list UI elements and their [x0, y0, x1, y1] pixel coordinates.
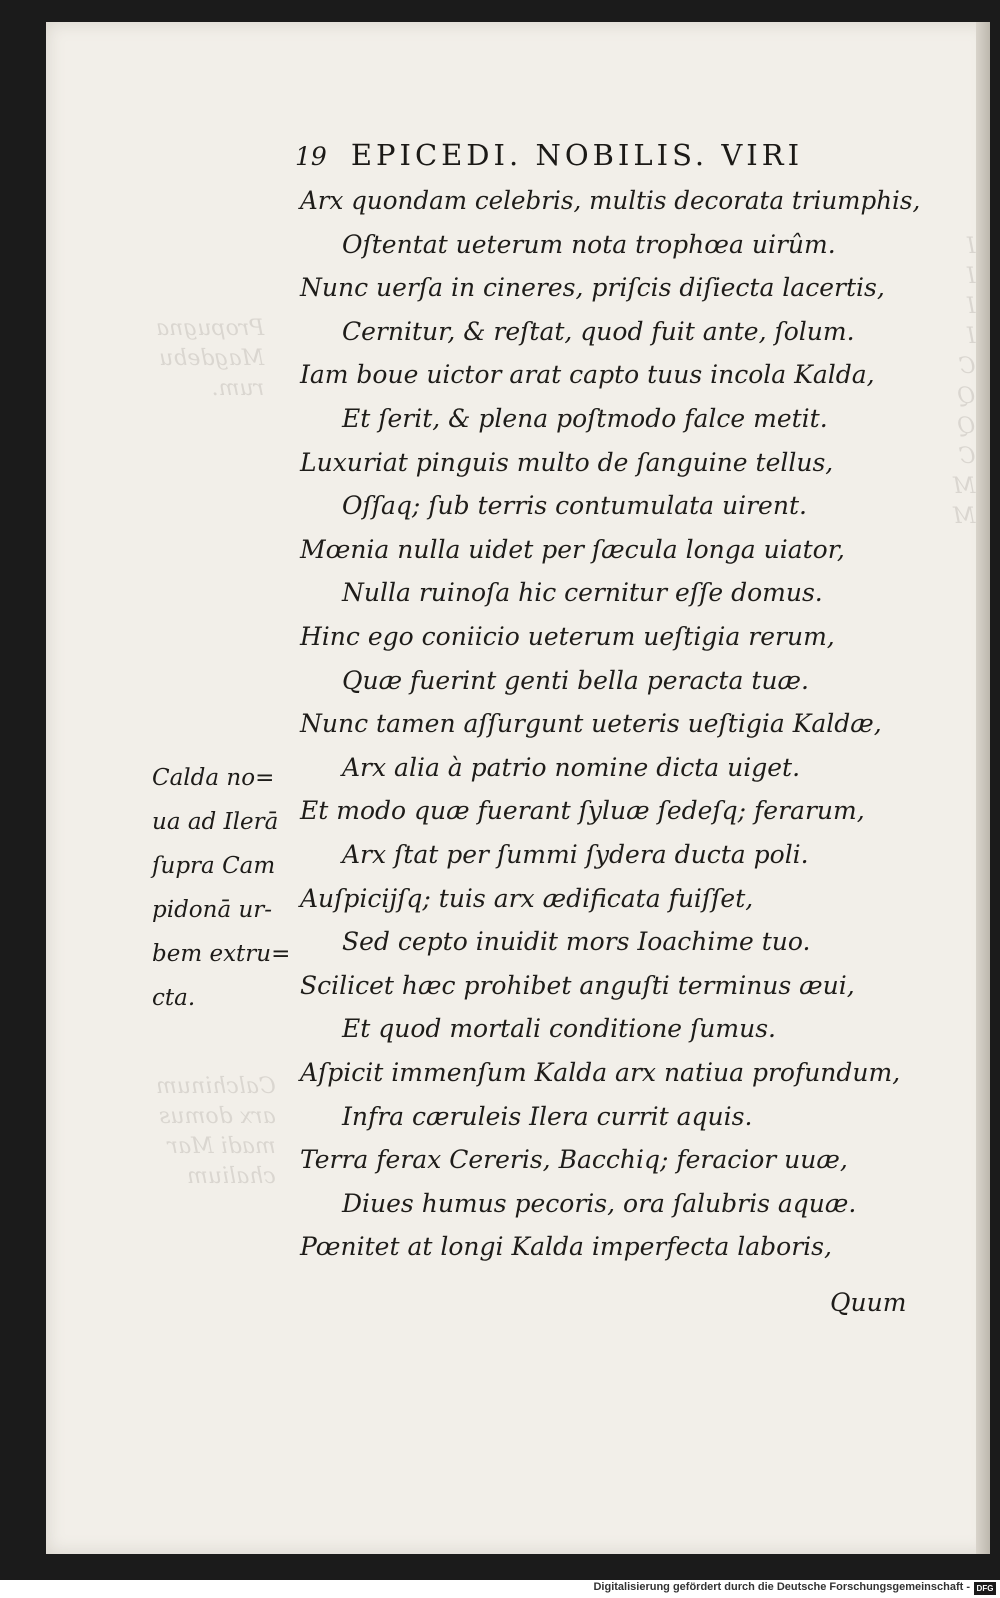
verse-line-hexameter: Pœnitet at longi Kalda imperfecta laboris, — [300, 1232, 832, 1262]
dfg-logo: DFG — [974, 1582, 996, 1595]
page-edge — [976, 22, 990, 1554]
page-number: 19 — [295, 142, 327, 171]
verse-line-pentameter: Et quod mortali conditione ſumus. — [342, 1014, 776, 1044]
show-through-text: I I I I C Q Q C M M — [953, 234, 976, 529]
verse-line-hexameter: Auſpicijſq; tuis arx ædificata fuiſſet, — [300, 883, 754, 913]
verse-line-hexameter: Terra ferax Cereris, Bacchiq; feracior uuæ, — [300, 1145, 848, 1175]
verse-line-pentameter: Sed cepto inuidit mors Ioachime tuo. — [342, 927, 811, 957]
marginal-note-line: pidonā ur- — [152, 897, 273, 923]
verse-line-pentameter: Oſtentat ueterum nota trophœa uirûm. — [342, 229, 836, 259]
marginal-note — [152, 756, 292, 1020]
verse-line-hexameter: Iam boue uictor arat capto tuus incola Kalda, — [300, 360, 875, 390]
verse-line-pentameter: Oſſaq; ſub terris contumulata uirent. — [342, 491, 807, 521]
footer-credit: Digitalisierung gefördert durch die Deutsche Forschungsgemeinschaft - — [593, 1581, 970, 1593]
verse-line-pentameter: Quæ fuerint genti bella peracta tuæ. — [342, 665, 809, 695]
verse-line-pentameter: Arx alia à patrio nomine dicta uiget. — [342, 752, 801, 782]
running-head: EPICEDI. NOBILIS. VIRI — [350, 138, 804, 172]
verse-line-pentameter: Arx ſtat per ſummi ſydera ducta poli. — [342, 840, 809, 869]
verse-line-hexameter: Scilicet hæc prohibet anguſti terminus æui, — [300, 970, 855, 1000]
verse-line-hexameter: Arx quondam celebris, multis decorata triumphis, — [300, 186, 921, 215]
show-through-text: Calchinum arx domus madi Mar chalium — [156, 1074, 276, 1189]
verse-line-pentameter: Cernitur, & reſtat, quod fuit ante, ſolum. — [342, 316, 855, 346]
verse-line-pentameter: Et ſerit, & plena poſtmodo falce metit. — [342, 404, 828, 433]
verse-line-hexameter: Nunc tamen aſſurgunt ueteris ueſtigia Kaldæ, — [300, 709, 882, 739]
catchword: Quum — [830, 1288, 907, 1317]
verse-line-pentameter: Nulla ruinoſa hic cernitur eſſe domus. — [342, 578, 823, 608]
verse-line-hexameter: Nunc uerſa in cineres, priſcis diſiecta lacertis, — [300, 273, 885, 303]
footer-bar — [0, 1580, 1000, 1598]
page-header — [295, 138, 895, 172]
marginal-note-line: cta. — [152, 985, 196, 1011]
verse-line-hexameter: Luxuriat pinguis multo de ſanguine tellus, — [300, 447, 834, 477]
show-through-text: Propugna Magdebu rum. — [156, 316, 265, 401]
verse-line-hexameter: Aſpicit immenſum Kalda arx natiua profundum, — [300, 1058, 901, 1087]
verse-line-hexameter: Et modo quæ fuerant ſyluæ ſedeſq; ferarum, — [300, 796, 865, 826]
verse-line-hexameter: Hinc ego coniicio ueterum ueſtigia rerum, — [300, 622, 835, 651]
verse-line-hexameter: Mœnia nulla uidet per ſæcula longa uiator, — [300, 534, 845, 564]
marginal-note-line: ſupra Cam — [152, 853, 276, 879]
marginal-note-line: Calda no= — [152, 765, 275, 791]
verse-line-pentameter: Diues humus pecoris, ora ſalubris aquæ. — [342, 1188, 857, 1218]
verse-line-pentameter: Infra cæruleis Ilera currit aquis. — [342, 1101, 753, 1131]
marginal-note-line: bem extru= — [152, 941, 291, 967]
marginal-note-line: ua ad Ilerā — [152, 809, 279, 835]
